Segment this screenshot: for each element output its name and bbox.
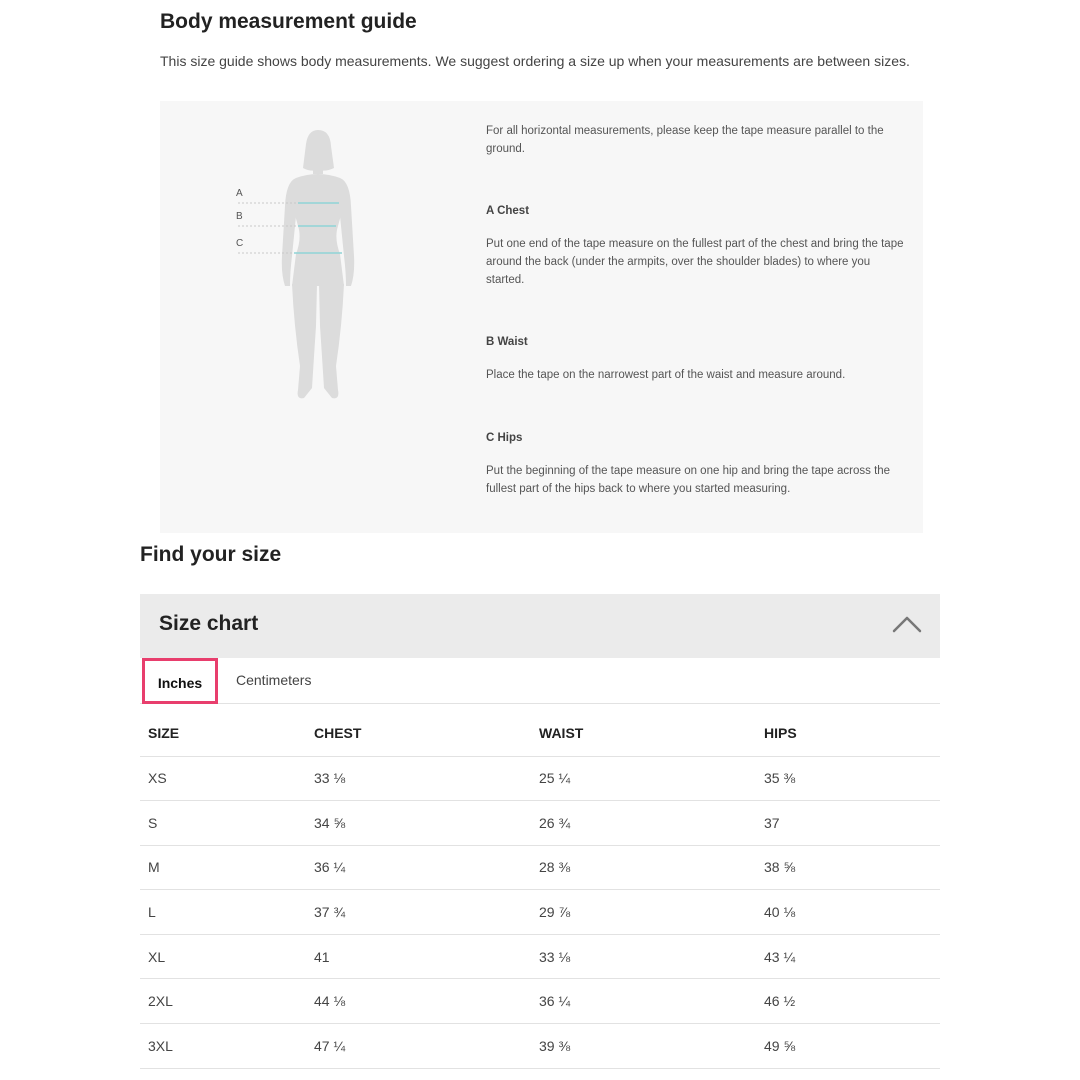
table-row bbox=[140, 845, 940, 890]
size-chart-accordion-header[interactable] bbox=[140, 594, 940, 658]
cell-waist: 25 ¼ bbox=[531, 756, 756, 801]
guide-intro: This size guide shows body measurements. We suggest ordering a size up when your measurements are between sizes. bbox=[160, 53, 910, 69]
cell-hips: 37 bbox=[756, 801, 940, 846]
hips-text: Put the beginning of the tape measure on one hip and bring the tape across the fullest part of the hips back to where you started measuring. bbox=[486, 465, 891, 495]
chest-text: Put one end of the tape measure on the fullest part of the chest and bring the tape around the back (under the armpits, over the shoulder blades) to where you started. bbox=[486, 238, 904, 286]
table-row bbox=[140, 890, 940, 935]
column-header-hips: HIPS bbox=[756, 710, 940, 756]
marker-label-a: A bbox=[236, 188, 243, 199]
cell-hips: 35 ⅜ bbox=[756, 756, 940, 801]
cell-chest: 36 ¼ bbox=[306, 845, 531, 890]
cell-chest: 33 ⅛ bbox=[306, 756, 531, 801]
cell-chest: 34 ⅝ bbox=[306, 801, 531, 846]
cell-size: XL bbox=[140, 934, 306, 979]
size-chart-title: Size chart bbox=[159, 612, 259, 635]
cell-chest: 44 ⅛ bbox=[306, 979, 531, 1024]
waist-heading: B Waist bbox=[486, 336, 528, 348]
unit-tabs bbox=[140, 658, 940, 704]
cell-waist: 36 ¼ bbox=[531, 979, 756, 1024]
cell-size: L bbox=[140, 890, 306, 935]
cell-size: S bbox=[140, 801, 306, 846]
horizontal-note: For all horizontal measurements, please keep the tape measure parallel to the ground. bbox=[486, 125, 884, 155]
cell-size: M bbox=[140, 845, 306, 890]
table-row bbox=[140, 801, 940, 846]
measurement-guide-panel bbox=[160, 101, 923, 533]
guide-title: Body measurement guide bbox=[160, 10, 417, 33]
tab-inches[interactable]: Inches bbox=[142, 658, 218, 704]
cell-chest: 37 ¾ bbox=[306, 890, 531, 935]
cell-hips: 38 ⅝ bbox=[756, 845, 940, 890]
column-header-chest: CHEST bbox=[306, 710, 531, 756]
tab-centimeters[interactable]: Centimeters bbox=[236, 672, 312, 688]
marker-label-c: C bbox=[236, 238, 244, 249]
cell-waist: 29 ⅞ bbox=[531, 890, 756, 935]
cell-waist: 26 ¾ bbox=[531, 801, 756, 846]
cell-waist: 33 ⅛ bbox=[531, 934, 756, 979]
cell-size: XS bbox=[140, 756, 306, 801]
cell-hips: 40 ⅛ bbox=[756, 890, 940, 935]
chest-heading: A Chest bbox=[486, 205, 530, 217]
body-figure-icon bbox=[230, 126, 370, 406]
table-row bbox=[140, 756, 940, 801]
column-header-waist: WAIST bbox=[531, 710, 756, 756]
table-row bbox=[140, 934, 940, 979]
size-table bbox=[140, 710, 940, 1069]
cell-hips: 46 ½ bbox=[756, 979, 940, 1024]
cell-size: 3XL bbox=[140, 1024, 306, 1069]
find-your-size-title: Find your size bbox=[140, 543, 282, 566]
cell-hips: 43 ¼ bbox=[756, 934, 940, 979]
cell-waist: 39 ⅜ bbox=[531, 1024, 756, 1069]
chevron-up-icon[interactable] bbox=[892, 614, 922, 634]
waist-text: Place the tape on the narrowest part of the waist and measure around. bbox=[486, 369, 846, 381]
column-header-size: SIZE bbox=[140, 710, 306, 756]
table-row bbox=[140, 1024, 940, 1069]
table-row bbox=[140, 979, 940, 1024]
cell-size: 2XL bbox=[140, 979, 306, 1024]
cell-chest: 47 ¼ bbox=[306, 1024, 531, 1069]
cell-hips: 49 ⅝ bbox=[756, 1024, 940, 1069]
table-header-row bbox=[140, 710, 940, 756]
marker-label-b: B bbox=[236, 211, 243, 222]
hips-heading: C Hips bbox=[486, 432, 523, 444]
cell-waist: 28 ⅜ bbox=[531, 845, 756, 890]
cell-chest: 41 bbox=[306, 934, 531, 979]
